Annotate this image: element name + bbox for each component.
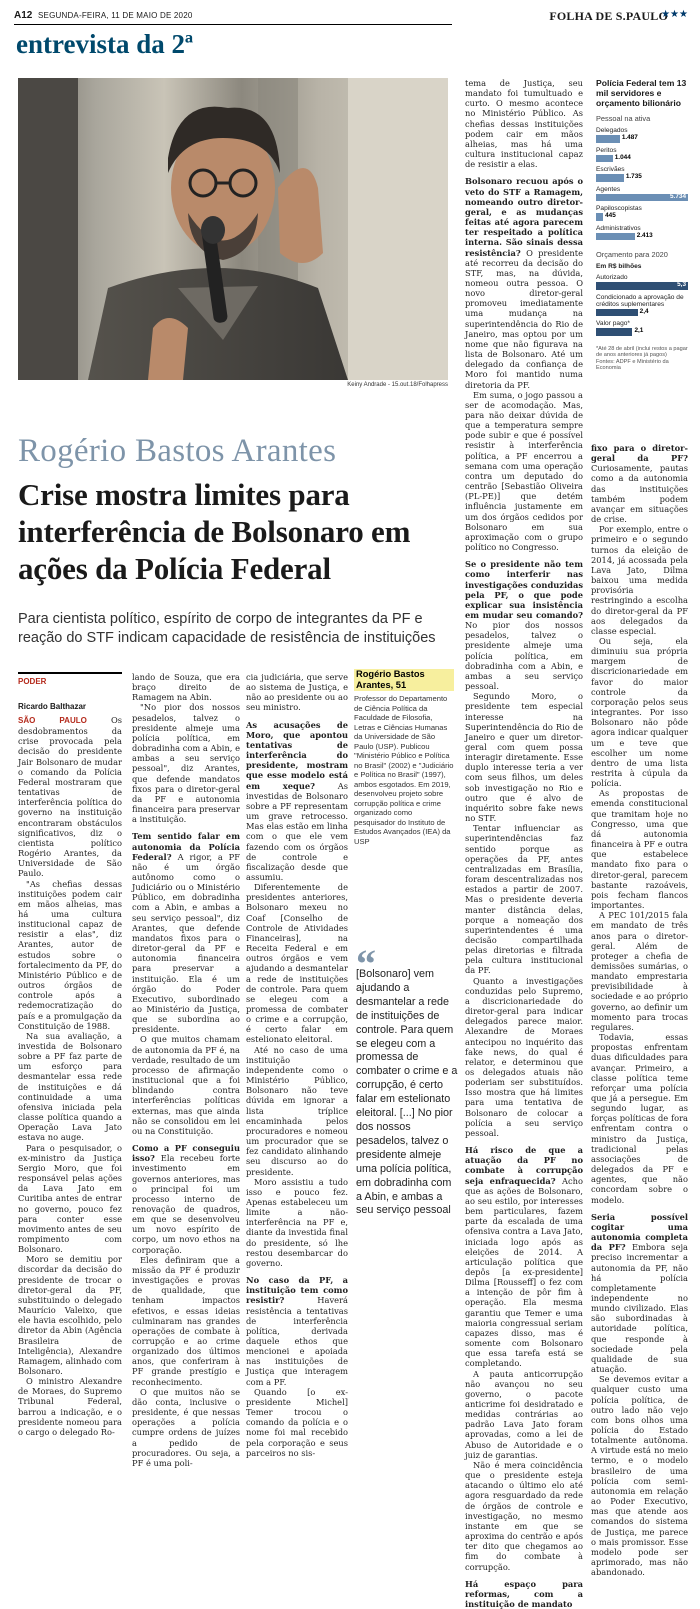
- infographic-sidebar: [596, 78, 688, 372]
- photo-illustration: [18, 78, 448, 380]
- bar-value-label: 1.044: [614, 153, 631, 161]
- quote-mark-icon: “: [356, 941, 376, 986]
- page-date: SEGUNDA-FEIRA, 11 DE MAIO DE 2020: [38, 11, 193, 20]
- staff-bar-item: [596, 127, 688, 143]
- article-paragraph: [246, 720, 348, 883]
- bar-value-label: 1.735: [625, 173, 642, 180]
- headline: Crise mostra limites para interferência de Bolsonaro em ações da Polícia Federal: [18, 477, 411, 586]
- staff-bar: [596, 194, 688, 202]
- interview-question: As acusações de Moro, que apontou tentativas de interferência do presidente, mostram que esse modelo está em xeque?: [246, 719, 348, 791]
- article-paragraph: Se devemos evitar a qualquer custo uma polícia política, de outro lado não vejo com bons olhos uma polícia do Estado totalmente autônoma. A virtude está no meio termo, e o modelo brasileiro de uma polícia com semi-autonomia em relação ao Poder Executivo, mas que atende aos comandos do sistema de Justiça, me parece o mais promissor. Esse modelo pode ser aprimorado, mas não abandonado.: [591, 1374, 688, 1578]
- interview-question: Tem sentido falar em autonomia da Polícia Federal?: [132, 831, 240, 862]
- article-paragraph: Todavia, essas propostas enfrentam duas dificuldades para avançar. Primeiro, a classe política teme reforçar uma polícia que já a persegue. Em segundo lugar, as forças políticas de fora enfrentam contra o ministro da Justiça, tradicional pelas associações de delegados da PF e agentes, que não concordam sobre o modelo.: [591, 1032, 688, 1205]
- article-paragraph: Não é mera coincidência que o presidente esteja atacando o último elo até agora resguardado da rede de órgãos de controle e investigação, no mesmo instante em que se aproxima do centrão e após ter dito que chegamos ao fim do combate à corrupção.: [465, 1459, 583, 1572]
- article-paragraph: "As chefias dessas instituições podem cair em mãos alheias, mas há uma cultura institucional capaz de resistir a elas", diz Arantes, autor de estudos sobre o fortalecimento da PF, do Ministério Público e de outros órgãos de controle após a redemocratização do país e a promulgação da Constituição de 1988.: [18, 878, 122, 1031]
- staff-bar-item: [596, 225, 688, 241]
- staff-bar-item: [596, 147, 688, 163]
- article-paragraph: Quanto a investigações conduzidas pelo Supremo, a discricionariedade do diretor-geral para indicar delegados parece maior. Alexandre de Moraes antecipou no inquérito das fake news, do qual é relator, e determinou que os delegados atuais não poderiam ser substituídos. Isso mostra que há limites para uma tentativa de Bolsonaro de colocar a polícia a seu serviço pessoal.: [465, 975, 583, 1138]
- article-paragraph: [465, 176, 583, 389]
- article-paragraph: Ou seja, ela diminuiu sua própria margem de discricionariedade em favor do maior controle da corporação pelos seus integrantes. Por isso Bolsonaro não pôde agora indicar qualquer um e teve que escolher um nome dentro de uma lista restrita à cúpula da polícia.: [591, 635, 688, 789]
- infographic-note: *Até 28 de abril (inclui restos a pagar de anos anteriores já pagos) Fontes: ADPF e Ministério da Economia: [596, 345, 688, 371]
- interview-answer: Acho que as ações de Bolsonaro, ao seu estilo, por interesses bem particulares, fazem parte da escalada de uma ofensiva contra a Lava Jato, iniciada logo após as eleições de 2014. A articulação política que depôs [a ex-presidente] Dilma [Rousseff] o fez com a intenção de pôr fim à operação. Ela mesma garantiu que Temer e uma maioria congressual seriam capazes disso, mas é somente com Bolsonaro que essa tarefa está se completando.: [465, 1175, 583, 1369]
- bio-text: Professor do Departamento de Ciência Política da Faculdade de Filosofia, Letras e Ciências Humanas da Universidade de São Paulo (USP). Publicou "Ministério Público e Política no Brasil" (2002) e "Judiciário e Política no Brasil" (1997), ambos esgotados. Em 2019, desenvolveu projeto sobre corrupção política e crime organizado como pesquisador do Instituto de Estudos Avançados (IEA) da USP: [354, 694, 454, 846]
- article-paragraph: [132, 1143, 240, 1255]
- logo-stars-icon: ★★★: [661, 9, 688, 20]
- interview-question: Seria possível cogitar uma autonomia completa da PF?: [591, 1211, 688, 1253]
- bar-label: Papiloscopistas: [596, 205, 642, 212]
- section-title: entrevista da 2ª: [16, 29, 194, 59]
- photo-credit: Keiny Andrade - 15.out.18/Folhapress: [347, 382, 448, 388]
- staff-bar: [596, 173, 642, 182]
- article-paragraph: Segundo Moro, o presidente tem especial interesse na Superintendência do Rio de Janeiro e quer um diretor-geral com quem possa interagir diretamente. Esse duplo interesse teria a ver com seus filhos, um deles sob investigação no Rio e outro que é alvo de inquérito sobre fake news no STF.: [465, 691, 583, 824]
- interview-answer: O presidente até recorreu da decisão do STF, mas, na dúvida, nomeou outra pessoa. O novo diretor-geral promoveu imediatamente uma mudança na superintendência do Rio de Janeiro, mas optou por um nome que não figurava na lista de Bolsonaro. Até um delegado da confiança de Moro foi mantido numa diretoria da PF.: [465, 247, 583, 390]
- interview-question: Há risco de que a atuação da PF no combate à corrupção seja enfraquecida?: [465, 1145, 583, 1186]
- article-column-4: [465, 78, 583, 1609]
- staff-bar: [596, 231, 653, 241]
- article-paragraph: [246, 1275, 348, 1387]
- article-paragraph: Em suma, o jogo passou a ser de acomodação. Mas, para não deixar dúvida de que a temperatura sempre pode subir e que é possível resistir à interferência política, a PF encerrou a semana com uma operação contra um deputado do centrão [Sebastião Oliveira (PL-PE)] que detém influência justamente em um dos órgãos cedidos por Bolsonaro em sua aproximação com o grupo político no Congresso.: [465, 389, 583, 553]
- byline-kicker: PODER: [18, 677, 47, 686]
- bio-name: Rogério Bastos Arantes, 51: [354, 669, 454, 691]
- interviewee-name: Rogério Bastos Arantes: [18, 433, 337, 469]
- article-paragraph: tema de Justiça, seu mandato foi tumultuado e curto. O mesmo acontece no Ministério Público. As chefias dessas instituições podem cair em mãos alheias, mas há uma cultura institucional capaz de resistir a elas.: [465, 78, 583, 170]
- bar-value-label: 5.734: [670, 192, 686, 200]
- article-column-3: [246, 672, 348, 1458]
- article-paragraph: Quando [o ex-presidente Michel] Temer trocou o comando da polícia e o nome foi mal recebido pela corporação e seus parceiros no sis-: [246, 1386, 348, 1458]
- article-paragraph: Para o pesquisador, o ex-ministro da Justiça Sergio Moro, que foi responsável pelas ações da Lava Jato em Curitiba antes de entrar no governo, pouco fez para conter esse movimento antes de seu rompimento com Bolsonaro.: [18, 1142, 122, 1255]
- article-paragraph: Diferentemente de presidentes anteriores, Bolsonaro mexeu no Coaf [Conselho de Controle de Atividades Financeiras], na Receita Federal e em outros órgãos e vem ajudando a desmantelar a rede de instituições de controle. Para quem se elegeu com a promessa de combater o crime e a corrupção, é certo falar em estelionato eleitoral.: [246, 882, 348, 1045]
- bar-label: Valor pago*: [596, 320, 630, 327]
- interview-answer: Ela recebeu forte investimento em governos anteriores, mas o principal foi um processo interno de renovação de quadros, em que se desenvolveu um novo espírito de corpo, um novo ethos na corporação.: [132, 1153, 240, 1255]
- interview-answer: Haverá resistência a tentativas de interferência política, derivada daquele ethos que mencionei e apoiada nas instituições de Justiça que interagem com a PF.: [246, 1295, 348, 1387]
- bar-label: Agentes: [596, 185, 621, 193]
- article-paragraph: O que muitos não se dão conta, inclusive o presidente, é que nessas operações a polícia cumpre ordens de juízes a pedido de procuradores. Ou seja, a PF é uma poli-: [132, 1386, 240, 1468]
- article-paragraph: [465, 1579, 583, 1609]
- article-paragraph: O ministro Alexandre de Moraes, do Supremo Tribunal Federal, barrou a indicação, e o presidente nomeou para o cargo o delegado Ro-: [18, 1376, 122, 1437]
- budget-bar-chart: [596, 274, 688, 336]
- budget-bar: [596, 307, 649, 317]
- article-paragraph: A pauta anticorrupção não avançou no seu governo, o pacote anticrime foi desidratado e medidas contrárias ao padrão Lava Jato foram aprovadas, como a lei de Abuso de Autoridade e o juiz de garantias.: [465, 1368, 583, 1460]
- article-paragraph: O que muitos chamam de autonomia da PF é, na verdade, resultado de um processo de afirmação institucional que a foi blindando contra interferências políticas externas, mas que ainda não se consolidou em lei ou na Constituição.: [132, 1034, 240, 1136]
- article-paragraph: Por exemplo, entre o primeiro e o segundo turnos da eleição de 2014, já acossada pela Lava Jato, Dilma baixou uma medida provisória restringindo a escolha do diretor-geral da PF aos delegados da classe especial.: [591, 524, 688, 636]
- bar-value-label: 2.413: [636, 231, 653, 239]
- article-paragraph: SÃO PAULO Os desdobramentos da crise provocada pela decisão do presidente Jair Bolsonaro de mudar o comando da Polícia Federal mostraram que tentativas de interferência política do governo na instituição encontraram obstáculos significativos, diz o cientista político Rogério Arantes, da Universidade de São Paulo.: [18, 715, 122, 879]
- bar-label: Autorizado: [596, 274, 628, 281]
- staff-bar-item: [596, 186, 688, 202]
- budget-unit: Em R$ bilhões: [596, 263, 642, 270]
- interview-question: Se o presidente não tem como interferir nas investigações conduzidas pela PF, o que pode explicar sua insistência em mudar seu comando?: [465, 559, 583, 620]
- bar-value-label: 445: [605, 212, 616, 219]
- interview-answer: A rigor, a PF não é um órgão autônomo como o Judiciário ou o Ministério Público, em dobradinha com a Abin, e ambas a seu serviço pessoal", diz Arantes, que defende mandatos fixos para o diretor-geral da PF e autonomia financeira para preservar a instituição. Ela é um órgão do Poder Executivo, subordinado ao Ministério da Justiça, que se subordina ao presidente.: [132, 851, 240, 1035]
- infographic-title: Polícia Federal tem 13 mil servidores e orçamento bilionário: [596, 78, 687, 108]
- page-number: A12: [14, 10, 33, 21]
- article-paragraph: As propostas de emenda constitucional que tramitam hoje no Congresso, uma que dá autonomia financeira à PF e outra que estabelece mandato fixo para o diretor-geral, parecem bastante razoáveis, pois fecham flancos importantes.: [591, 788, 688, 911]
- article-paragraph: Eles definiram que a missão da PF é produzir investigações e provas de qualidade, que tenham impactos efetivos, e essas ideias culminaram nas grandes operações de combate à corrupção e ao crime organizado dos últimos anos, que conferiram à PF grande prestígio e reconhecimento.: [132, 1254, 240, 1387]
- article-column-1: [18, 715, 122, 1437]
- bar-value-label: 2,1: [634, 327, 644, 334]
- article-paragraph: A PEC 101/2015 fala em mandato de três anos para o diretor-geral. Além de proteger a chefia de demissões sumárias, o mandato emprestaria previsibilidade à sociedade e ao próprio governo, ao definir um momento para trocas regulares.: [591, 910, 688, 1032]
- article-paragraph: [465, 559, 583, 691]
- deck-subheadline: Para cientista político, espírito de corpo de integrantes da PF e reação do STF indicam capacidade de resistência de instituições: [18, 611, 436, 646]
- interview-question: Como a PF conseguiu isso?: [132, 1143, 240, 1164]
- bar-value-label: 2,4: [639, 307, 649, 315]
- article-column-5: [591, 436, 688, 1578]
- interview-answer: No pior dos nossos pesadelos, talvez o presidente almeje uma polícia política, em dobradinha com a Abin, e ambas a seu serviço pessoal.: [465, 620, 583, 692]
- budget-bar-item: [596, 274, 688, 290]
- budget-subtitle: Orçamento para 2020: [596, 250, 668, 259]
- staff-bar: [596, 134, 638, 143]
- staff-subtitle: Pessoal na ativa: [596, 114, 651, 123]
- article-paragraph: [465, 1145, 583, 1368]
- article-paragraph: lando de Souza, que era braço direito de Ramagem na Abin.: [132, 672, 240, 703]
- article-paragraph: [132, 831, 240, 1034]
- article-paragraph: cia judiciária, que serve ao sistema de Justiça, e não ao presidente ou ao seu ministro.: [246, 672, 348, 713]
- bar-label: Escrivães: [596, 166, 625, 173]
- staff-bar-item: [596, 205, 688, 221]
- staff-bar: [596, 212, 616, 221]
- article-paragraph: [591, 1212, 688, 1375]
- budget-bar-item: [596, 294, 688, 317]
- article-paragraph: [591, 443, 688, 524]
- budget-bar: [596, 282, 688, 290]
- dateline: SÃO PAULO: [18, 716, 111, 725]
- bio-box: [354, 669, 454, 846]
- staff-bar-item: [596, 166, 688, 182]
- interview-question: fixo para o diretor-geral da PF?: [591, 443, 688, 464]
- article-paragraph: Moro se demitiu por discordar da decisão do presidente de trocar o diretor-geral da PF, substituindo o delegado Maurício Valeixo, que ele havia escolhido, pelo diretor da Abin (Agência Brasileira de Inteligência), Alexandre Ramagem, alinhado com Bolsonaro.: [18, 1254, 122, 1376]
- article-paragraph: Moro assistiu a tudo isso e pouco fez. Apenas estabeleceu um limite a não-interferência na PF e, diante da investida final do presidente, só lhe restou desembarcar do governo.: [246, 1176, 348, 1268]
- staff-bar-chart: [596, 127, 688, 240]
- interview-answer: Curiosamente, pautas como a da autonomia das instituições também podem avançar em situações de crise.: [591, 463, 688, 525]
- article-paragraph: "No pior dos nossos pesadelos, talvez o presidente almeje uma polícia política, em dobradinha com a Abin, e ambas a seu serviço pessoal", diz Arantes, que defende mandatos fixos para o diretor-geral da PF e autonomia financeira para preservar a instituição.: [132, 702, 240, 825]
- article-paragraph: Tentar influenciar as superintendências faz sentido porque as operações da PF, antes centralizadas em Brasília, foram descentralizadas nos estados a partir de 2007. Mas o presidente deveria manter distância delas, porque a nomeação dos superintendentes é uma decisão compartilhada pelas diretorias e filtrada pela cultura institucional da PF.: [465, 823, 583, 976]
- interview-question: Há espaço para reformas, com a instituição de mandato: [465, 1578, 583, 1609]
- byline-author: Ricardo Balthazar: [18, 702, 87, 711]
- article-paragraph: Na sua avaliação, a investida de Bolsonaro sobre a PF faz parte de um esforço para desmantelar essa rede de instituições e dá continuidade a uma ofensiva iniciada pela classe política quando a Operação Lava Jato estava no auge.: [18, 1030, 122, 1143]
- staff-bar: [596, 153, 631, 163]
- interview-question: Bolsonaro recuou após o veto do STF a Ramagem, nomeando outro diretor-geral, e as mudanças feitas até agora parecem ter respeitado a política interna. São sinais dessa resistência?: [465, 176, 583, 258]
- bar-value-label: 1.487: [621, 134, 638, 141]
- bar-label: Delegados: [596, 127, 628, 134]
- newspaper-logo: FOLHA DE S.PAULO: [549, 9, 668, 23]
- article-paragraph: Até no caso de uma instituição independente como o Ministério Público, Bolsonaro não teve dúvida em ignorar a lista tríplice encaminhada pelos procuradores e nomeou um procurador que se fez candidato alinhando seu discurso ao do presidente.: [246, 1044, 348, 1177]
- interview-answer: As investidas de Bolsonaro sobre a PF representam um grave retrocesso. Mas elas estão em linha com o que ele vem fazendo com os órgãos de controle e fiscalização desde que assumiu.: [246, 780, 348, 882]
- interview-photo: [18, 78, 448, 380]
- bar-label: Condicionado a aprovação de créditos suplementares: [596, 293, 684, 308]
- interview-answer: Embora seja preciso incrementar a autonomia da PF, não há polícia completamente independente no mundo civilizado. Elas são subordinadas à autoridade política, que responde à sociedade pela qualidade de sua atuação.: [591, 1242, 688, 1375]
- budget-bar: [596, 327, 644, 336]
- pull-quote: [Bolsonaro] vem ajudando a desmantelar a rede de instituições de controle. Para quem se elegeu com a promessa de combater o crime e a corrupção, é certo falar em estelionato eleitoral. [...] No pior dos nossos pesadelos, talvez o presidente almeje uma polícia política, em dobradinha com a Abin, e ambas a seu serviço pessoal: [356, 968, 458, 1217]
- bar-label: Administrativos: [596, 224, 641, 232]
- interview-question: No caso da PF, a instituição tem como resistir?: [246, 1275, 348, 1306]
- bar-label: Peritos: [596, 146, 617, 154]
- bar-value-label: 5,3: [677, 281, 686, 288]
- budget-bar-item: [596, 320, 688, 336]
- article-column-2: [132, 672, 240, 1468]
- byline: [18, 672, 122, 711]
